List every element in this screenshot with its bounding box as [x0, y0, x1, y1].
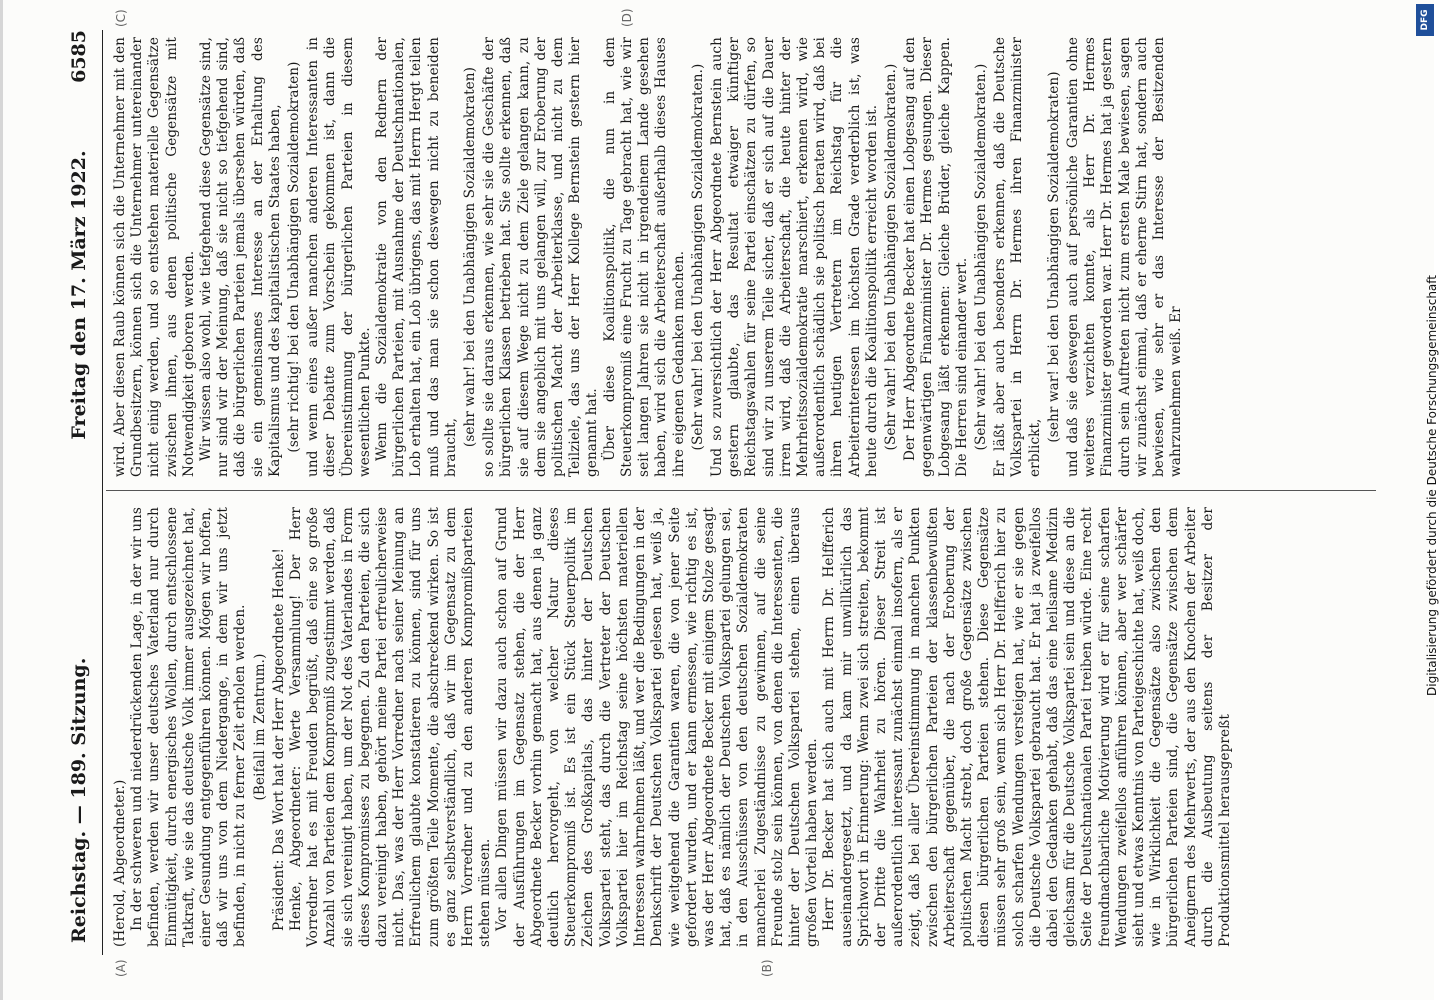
header-rule: [102, 30, 103, 955]
interjection: (Sehr wahr! bei den Unabhängigen Sozialdemokraten.): [972, 63, 989, 451]
speaker-continuation: (Herold, Abgeordneter.): [112, 779, 128, 947]
margin-marker-b: (B): [760, 959, 774, 977]
interjection: (Sehr wahr! bei den Unabhängigen Sozialdemokraten.): [882, 63, 899, 451]
dfg-logo-text: DFG: [1420, 9, 1430, 31]
interjection: (sehr wahr! bei den Unabhängigen Sozialdemokraten): [462, 66, 479, 448]
paragraph: Er läßt aber auch besonders erkennen, daß die Deutsche Volkspartei in Herrn Dr. Hermes ihren Finanzminister erblickt,: [992, 37, 1043, 477]
paragraph: Wenn die Sozialdemokratie von den Rednern der bürgerlichen Parteien, mit Ausnahme der Deutschnationalen, Lob erhalten hat, ein Lob übrigens, das mit Herrn Hergt teilen muß und das man sie schon deswegen nicht zu beneiden braucht,: [374, 37, 459, 477]
paragraph: und wenn eines außer manchen anderen Interessanten in dieser Debatte zum Vorschein gekommen ist, dann die Übereinstimmung der bürgerlichen Parteien in diesem wesentlichen Punkte.: [305, 37, 373, 477]
interjection: (Beifall im Zentrum.): [251, 653, 268, 801]
session-title: Reichstag. — 189. Sitzung.: [68, 657, 90, 943]
paragraph: In der schweren und niederdrückenden Lage, in der wir uns befinden, werden wir unser deutsches Vaterland nur durch Einmütigkeit, durch energisches Wollen, durch entschlossene Tatkraft, wie sie das deutsche Volk immer ausgezeichnet hat, einer Gesundung entgegenführen können. Mögen wir hoffen, daß wir uns von dem Niedergange, in dem wir uns jetzt befinden, in nicht zu ferner Zeit erholen werden.: [129, 507, 249, 947]
interjection: (Sehr wahr! bei den Unabhängigen Sozialdemokraten.): [689, 63, 706, 451]
paragraph: wird. Aber diesen Raub können sich die Unternehmer mit den Grundbesitzern, können sich die Unternehmer untereinander nicht einig werden, und so entstehen materielle Gegensätze zwischen ihnen, aus denen politische Gegensätze mit Notwendigkeit geboren werden.: [112, 37, 197, 477]
paragraph: so sollte sie daraus erkennen, wie sehr sie die Geschäfte der bürgerlichen Klassen betrieben hat. Sie sollte erkennen, daß sie auf diesem Wege nicht zu dem Ziele gelangen kann, zu dem sie angeblich mit uns gelangen will, zur Eroberung der politischen Macht der Arbeiterklasse, und nicht zu dem Teilziele, das uns der Herr Kollege Bernstein gestern hier genannt hat.: [481, 37, 601, 477]
session-date: Freitag den 17. März 1922.: [68, 150, 90, 440]
column-separator: [106, 490, 1376, 491]
margin-marker-a: (A): [114, 959, 128, 977]
rotated-sheet: [60, 8, 1380, 977]
digitization-note: [1421, 6, 1443, 696]
interjection: (sehr richtig! bei den Unabhängigen Sozialdemokraten): [286, 61, 303, 453]
digitization-note-text: Digitalisierung gefördert durch die Deutsche Forschungsgemeinschaft: [1425, 274, 1439, 696]
right-column: [112, 37, 1374, 477]
paragraph: Und so zuversichtlich der Herr Abgeordnete Bernstein auch gestern glaubte, das Resultat etwaiger künftiger Reichstagswahlen für seine Partei einschätzen zu dürfen, so sind wir zu unserem Teile sicher, daß er sich auf die Dauer irren wird, daß die Arbeiterschaft, die heute hinter der Mehrheitssozialdemokratie marschiert, erkennen wird, wie außerordentlich schädlich sie politisch beraten wird, daß bei ihren heutigen Vertretern im Reichstag für die Arbeiterinteressen im höchsten Grade verderblich ist, was heute durch die Koalitionspolitik erreicht worden ist.: [708, 37, 880, 477]
paragraph: und daß sie deswegen auch auf persönliche Garantien ohne weiteres verzichten konnte, als Herr Dr. Hermes Finanzminister geworden war. Herr Dr. Hermes hat ja gestern durch sein Auftreten nicht zum ersten Male bewiesen, sagen wir zunächst einmal, daß er eherne Stirn hat, sondern auch bewiesen, wie sehr er das Interesse der Besitzenden wahrzunehmen weiß. Er: [1064, 37, 1185, 477]
paragraph: Henke, Abgeordneter: Werte Versammlung! Der Herr Vorredner hat es mit Freuden begrüßt, daß eine so große Anzahl von Parteien dem Kompromiß zugestimmt werden, daß sie sich vereinigt haben, um der Not des Vaterlandes in Form dieses Kompromisses zu begegnen. Zu den Parteien, die sich dazu vereinigt haben, gehört meine Partei erfreulicherweise nicht. Das, was der Herr Vorredner nach seiner Meinung an Erfreulichem glaubte konstatieren zu können, sind für uns zum größten Teile Momente, die abschreckend wirken. So ist es ganz selbstverständlich, daß wir im Gegensatz zu dem Herrn Vorredner und zu den anderen Kompromißparteien stehen müssen.: [288, 507, 494, 947]
scan-edge: [0, 0, 3, 1000]
paragraph: Präsident: Das Wort hat der Herr Abgeordnete Henke!: [270, 548, 287, 931]
paragraph: Herr Dr. Becker hat sich auch mit Herrn Dr. Helfferich auseinandergesetzt, und da kam mir unwillkürlich das Sprichwort in Erinnerung: Wenn zwei sich streiten, bekommt der Dritte die Wahrheit zu hören. Dieser Streit ist außerordentlich interessant zunächst einmal insofern, als er zeigt, daß bei aller Übereinstimmung in manchen Punkten zwischen den bürgerlichen Parteien der klassenbewußten Arbeiterschaft gegenüber, die nach der Eroberung der politischen Macht strebt, doch große Gegensätze zwischen diesen bürgerlichen Parteien stehen. Diese Gegensätze müssen sehr groß sein, wenn sich Herr Dr. Helfferich hier zu solch scharfen Wendungen versteigen hat, wie er sie gegen die Deutsche Volkspartei gebraucht hat. Er hat ja zweifellos dabei den Gedanken gehabt, daß das eine heilsame Medizin gleichsam für die Deutsche Volkspartei sein und diese an die Seite der Deutschnationalen Partei treiben würde. Eine recht freundnachbarliche Motivierung wird er für seine scharfen Wendungen zweifellos anführen können, aber wer schärfer sieht und etwas Kenntnis von Parteigeschichte hat, weiß doch, wie in Wirklichkeit die Gegensätze also zwischen den bürgerlichen Parteien sind, die Gegensätze zwischen dem Aneignern des Mehrwerts, der aus den Knochen der Arbeiter durch die Ausbeutung seitens der Besitzer der Produktionsmittel herausgepreßt: [821, 507, 1233, 947]
margin-marker-d: (D): [620, 8, 634, 27]
paragraph: Über diese Koalitionspolitik, die nun in dem Steuerkompromiß eine Frucht zu Tage gebracht hat, wie wir seit langen Jahren sie nicht in irgendeinem Lande gesehen haben, wird sich die Arbeiterschaft außerhalb dieses Hauses ihre eigenen Gedanken machen.: [601, 37, 687, 477]
left-column: [112, 507, 1374, 947]
interjection: (sehr war! bei den Unabhängigen Sozialdemokraten): [1045, 71, 1062, 443]
paragraph: Wir wissen also wohl, wie tiefgehend diese Gegensätze sind, nur sind wir der Meinung, daß sie nicht so tiefgehend sind, daß die bürgerlichen Parteien jemals übersehen würden, daß sie ein gemeinsames Interesse an der Erhaltung des Kapitalismus und des kapitalistischen Staates haben,: [198, 37, 283, 477]
page-number: 6585: [68, 30, 90, 83]
margin-marker-c: (C): [114, 9, 128, 27]
paragraph: Der Herr Abgeordnete Becker hat einen Lobgesang auf den gegenwärtigen Finanzminister Dr. Hermes gesungen. Dieser Lobgesang läßt erkennen: Gleiche Brüder, gleiche Kappen. Die Herren sind einander wert.: [902, 37, 970, 477]
paragraph: Vor allen Dingen müssen wir dazu auch schon auf Grund der Ausführungen im Gegensatz stehen, die der Herr Abgeordnete Becker vorhin gemacht hat, aus denen ja ganz deutlich hervorgeht, von welcher Natur dieses Steuerkompromiß ist. Es ist ein Stück Steuerpolitik im Zeichen des Großkapitals, das hinter der Deutschen Volkspartei steht, das durch die Vertreter der Deutschen Volkspartei hier im Reichstag seine höchsten materiellen Interessen wahrnehmen läßt, und wer die Bedingungen in der Denkschrift der Deutschen Volkspartei gelesen hat, weiß ja, wie weitgehend die Garantien waren, die von jener Seite gefordert wurden, und er kann ermessen, wie richtig es ist, was der Herr Abgeordnete Becker mit einigem Stolze gesagt hat, daß es nämlich der Deutschen Volkspartei gelungen sei, in den Ausschüssen von den deutschen Sozialdemokraten mancherlei Zugeständnisse zu gewinnen, auf die seine Freunde stolz sein können, von denen die Interessenten, die hinter der Deutschen Volkspartei stehen, einen überaus großen Vorteil haben werden.: [494, 507, 821, 947]
